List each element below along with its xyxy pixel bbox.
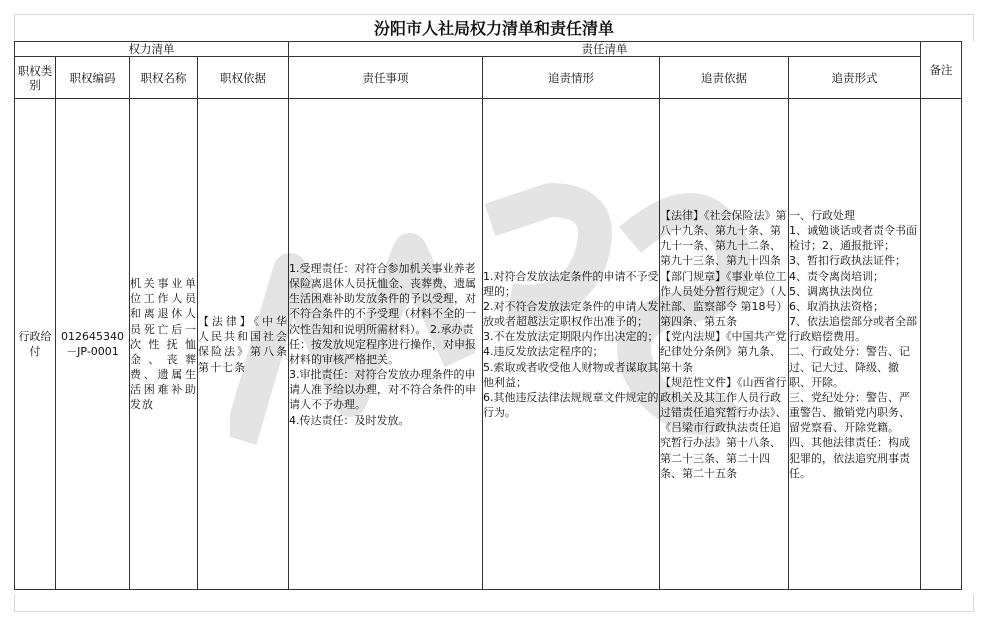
col-header-type: 职权类别 — [15, 57, 56, 99]
table-row — [15, 99, 962, 590]
cell-name: 机关事业单位工作人员和离退休人员死亡后一次性抚恤金、丧葬费、遗属生活困难补助发放 — [130, 99, 198, 590]
page-title: 汾阳市人社局权力清单和责任清单 — [14, 14, 974, 41]
cell-type: 行政给付 — [15, 99, 56, 590]
col-header-basis: 职权依据 — [198, 57, 289, 99]
power-responsibility-table — [14, 41, 962, 590]
cell-basis: 【法律】《中华人民共和国社会保险法》第八条 第十七条 — [198, 99, 289, 590]
col-header-name: 职权名称 — [130, 57, 198, 99]
cell-acc-basis: 【法律】《社会保险法》第八十九条、第九十条、第九十一条、第九十二条、第九十三条、第九十四条 【部门规章】《事业单位工作人员处分暂行规定》（人社部、监察部令 第18号）第四条、第五条 【党内法规】《中国共产党纪律处分条例》第九条、第十条 【规范性文件】《山西省行政机关及其工作人员行政过错责任追究暂行办法》、《吕梁市行政执法责任追究暂行办法》第十八条、第二十三条、第二十四条、第二十五条 — [660, 99, 789, 590]
cell-acc-form: 一、行政处理 1、诫勉谈话或者责令书面检讨；2、通报批评； 3、暂扣行政执法证件； 4、责令离岗培训； 5、调离执法岗位 6、取消执法资格； 7、依法追偿部分或者全部行政赔偿费用。 二、行政处分：警告、记过、记大过、降级、撤职、开除。 三、党纪处分：警告、严重警告、撤销党内职务、留党察看、开除党籍。 四、其他法律责任：构成犯罪的，依法追究刑事责任。 — [789, 99, 921, 590]
power-list-header: 权力清单 — [15, 42, 289, 57]
responsibility-list-header: 责任清单 — [289, 42, 921, 57]
cell-code: 012645340－JP-0001 — [56, 99, 130, 590]
col-header-acc-basis: 追责依据 — [660, 57, 789, 99]
col-header-accountability: 追责情形 — [483, 57, 660, 99]
cell-accountability: 1.对符合发放法定条件的申请不予受理的； 2.对不符合发放法定条件的申请人发放或者超越法定职权作出准予的； 3.不在发放法定期限内作出决定的； 4.违反发放法定程序的； 5.索取或者收受他人财物或者谋取其他利益； 6.其他违反法律法规规章文件规定的行为。 — [483, 99, 660, 590]
col-header-duty: 责任事项 — [289, 57, 483, 99]
col-header-acc-form: 追责形式 — [789, 57, 921, 99]
col-header-code: 职权编码 — [56, 57, 130, 99]
remarks-header: 备注 — [921, 42, 962, 99]
cell-duty: 1.受理责任：对符合参加机关事业养老保险离退休人员抚恤金、丧葬费、遗属生活困难补助发放条件的予以受理，对不符合条件的不予受理（材料不全的一次性告知和说明所需材料）。 2.承办责任：按发放规定程序进行操作，对申报材料的审核严格把关。 3.审批责任：对符合发放办理条件的申请人准予给以办理，对不符合条件的申请人不予办理。 4.传达责任：及时发放。 — [289, 99, 483, 590]
cell-remarks — [921, 99, 962, 590]
table-bottom-margin — [14, 594, 974, 612]
